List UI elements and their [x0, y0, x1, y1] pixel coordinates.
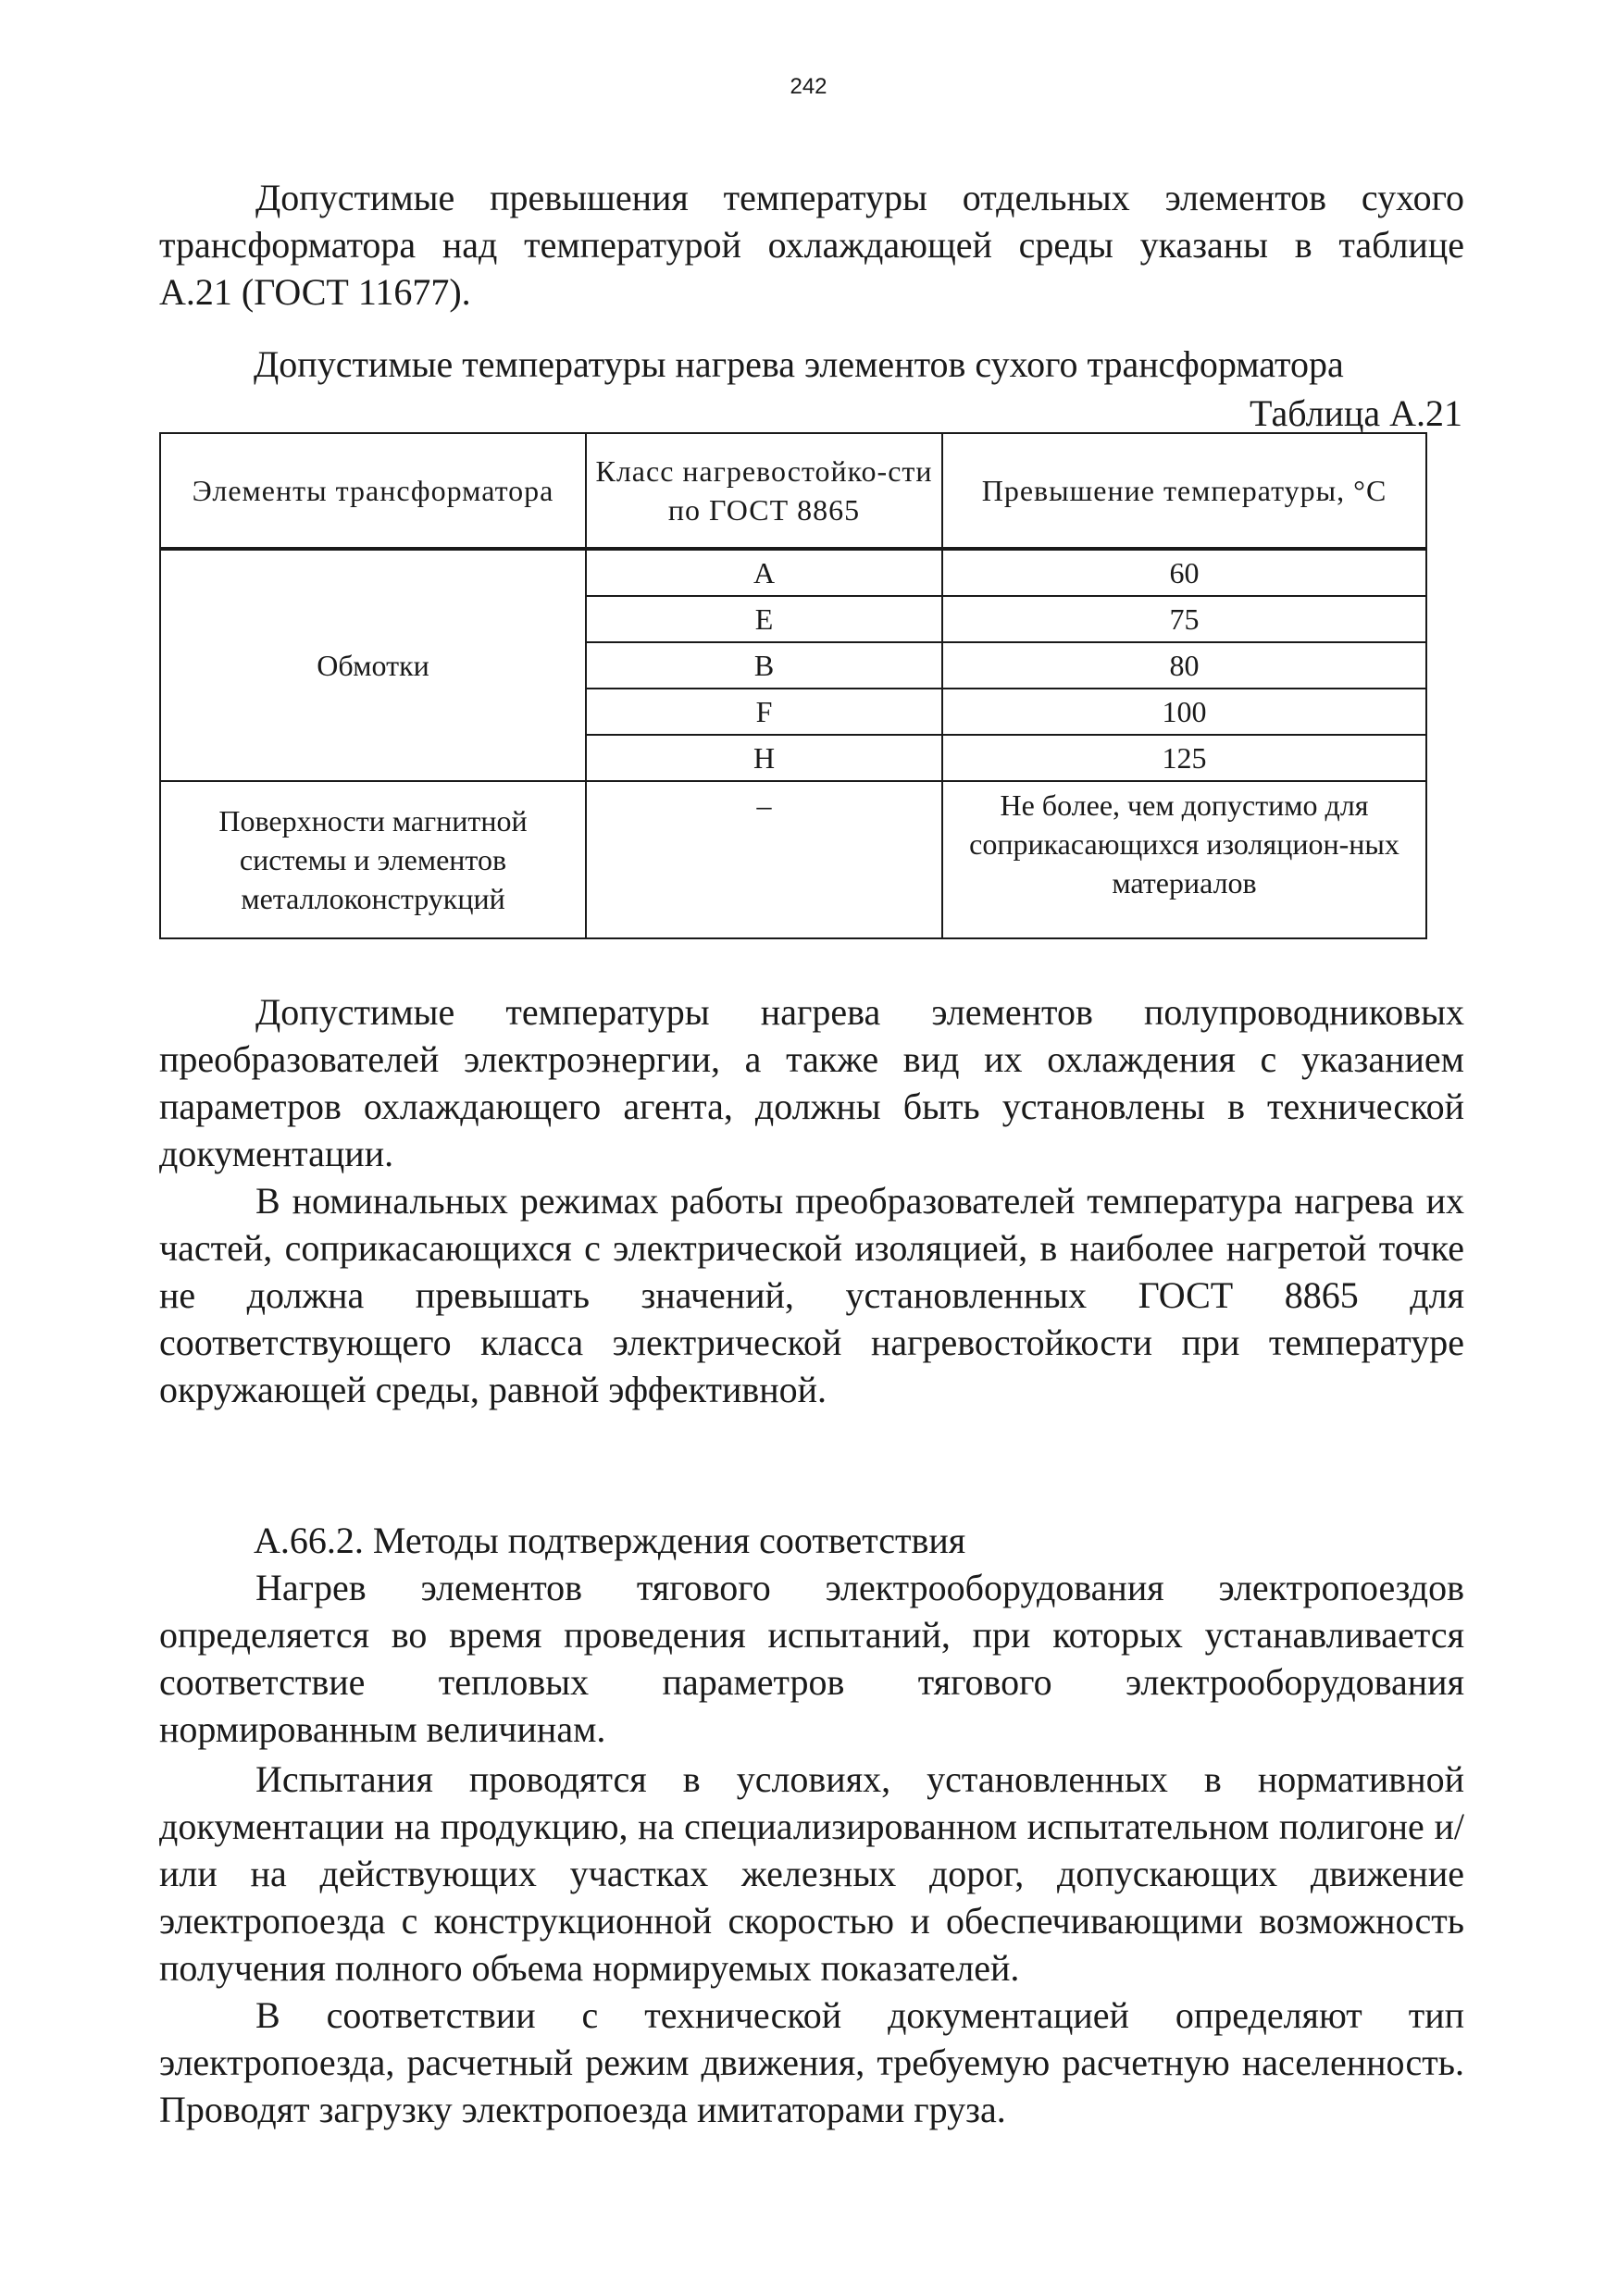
table-row: [160, 549, 1426, 596]
temperature-table: [159, 432, 1427, 939]
intro-line-1: Допустимые превышения температуры отдельных элементов сухого: [255, 177, 1464, 218]
heat-class-cell: В: [586, 642, 942, 689]
surfaces-cell: Поверхности магнитной системы и элементов металлоконструкций: [160, 781, 586, 938]
section-paragraph-3: [159, 1992, 1464, 2133]
temperature-rise-cell: 100: [942, 689, 1426, 735]
section-paragraph-2-text: Испытания проводятся в условиях, установленных в нормативной документации на продукцию, на специализированном испытательном полигоне и/или на действующих участках железных дорог, допускающих движение электропоезда с конструкционной скоростью и обеспечивающими возможность получения полного объема нормируемых показателей.: [159, 1758, 1464, 1989]
paragraph-nominal-modes: [159, 1177, 1464, 1413]
table-number: Таблица А.21: [1250, 392, 1462, 434]
temperature-rise-cell: Не более, чем допустимо для соприкасающихся изоляцион-ных материалов: [942, 781, 1426, 938]
paragraph-semiconductor-text: Допустимые температуры нагрева элементов полупроводниковых преобразователей электроэнергии, а также вид их охлаждения с указанием параметров охлаждающего агента, должны быть установлены в технической документации.: [159, 991, 1464, 1174]
paragraph-semiconductor: [159, 988, 1464, 1177]
section-paragraph-2: [159, 1756, 1464, 1992]
temperature-rise-cell: 80: [942, 642, 1426, 689]
paragraph-nominal-modes-text: В номинальных режимах работы преобразователей температура нагрева их частей, соприкасающихся с электрической изоляцией, в наиболее нагретой точке не должна превышать значений, установленных ГОСТ 8865 для соответствующего класса электрической нагревостойкости при температуре окружающей среды, равной эффективной.: [159, 1180, 1464, 1410]
windings-cell: Обмотки: [160, 549, 586, 781]
header-heat-class: Класс нагревостойко-сти по ГОСТ 8865: [586, 433, 942, 549]
page-number: 242: [790, 74, 827, 99]
table-caption: Допустимые температуры нагрева элементов сухого трансформатора: [254, 343, 1344, 385]
temperature-rise-cell: 75: [942, 596, 1426, 642]
section-paragraph-3-text: В соответствии с технической документацией определяют тип электропоезда, расчетный режим движения, требуемую расчетную населенность. Проводят загрузку электропоезда имитаторами груза.: [159, 1994, 1464, 2130]
section-heading: А.66.2. Методы подтверждения соответствия: [254, 1520, 966, 1561]
intro-paragraph: [159, 174, 1464, 316]
header-temperature-rise: Превышение температуры, °С: [942, 433, 1426, 549]
header-elements: Элементы трансформатора: [160, 433, 586, 549]
temperature-rise-cell: 60: [942, 549, 1426, 596]
heat-class-cell: F: [586, 689, 942, 735]
intro-line-2: трансформатора над температурой охлаждающей среды указаны в таблице: [159, 224, 1464, 266]
table-header-row: [160, 433, 1426, 549]
heat-class-cell: А: [586, 549, 942, 596]
table-row: [160, 781, 1426, 938]
intro-line-3: А.21 (ГОСТ 11677).: [159, 271, 471, 313]
heat-class-cell: Е: [586, 596, 942, 642]
section-paragraph-1: [159, 1564, 1464, 1753]
heat-class-cell: Н: [586, 735, 942, 781]
section-paragraph-1-text: Нагрев элементов тягового электрооборудования электропоездов определяется во время проведения испытаний, при которых устанавливается соответствие тепловых параметров тягового электрооборудования нормированным величинам.: [159, 1567, 1464, 1750]
temperature-rise-cell: 125: [942, 735, 1426, 781]
heat-class-cell: –: [586, 781, 942, 938]
